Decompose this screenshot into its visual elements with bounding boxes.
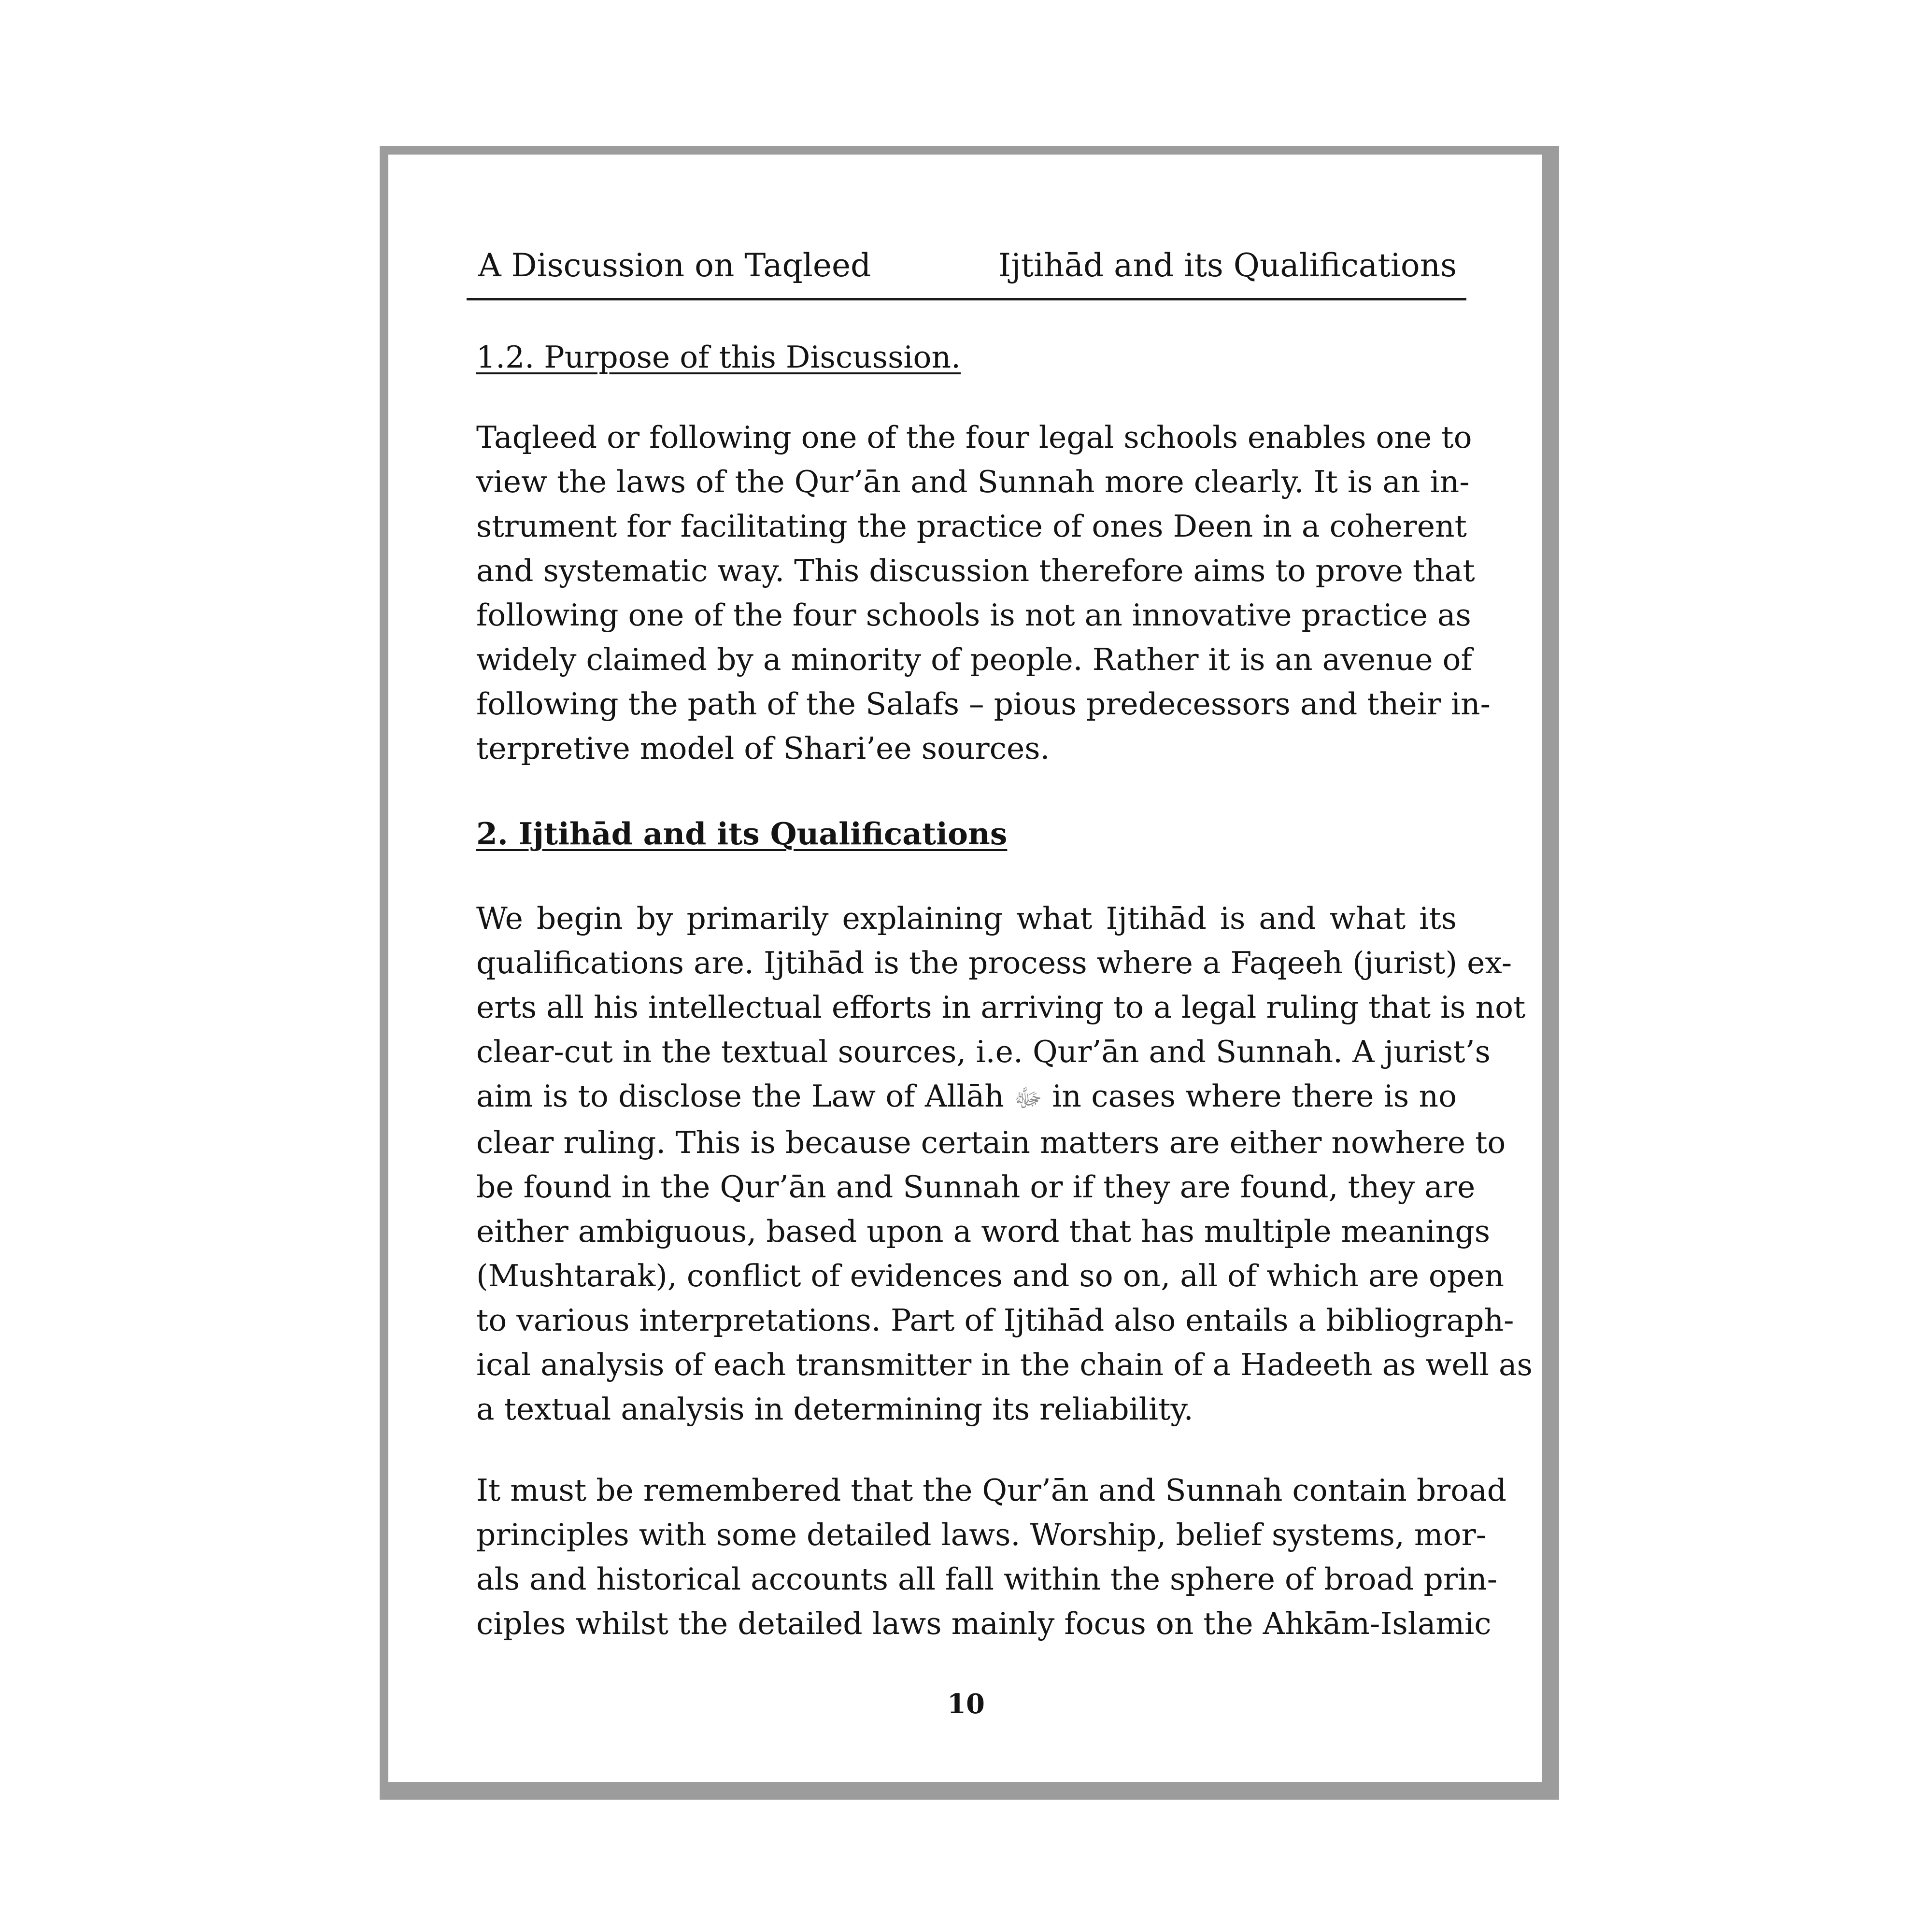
paragraph-line: Taqleed or following one of the four legal schools enables one to bbox=[476, 420, 1472, 455]
line-text-after-mark: in cases where there is no bbox=[1052, 1079, 1457, 1114]
header-book-title: A Discussion on Taqleed bbox=[478, 247, 871, 284]
running-header bbox=[467, 239, 1466, 300]
paragraph-line: and systematic way. This discussion therefore aims to prove that bbox=[476, 553, 1475, 588]
section-heading-purpose: 1.2. Purpose of this Discussion. bbox=[476, 340, 961, 375]
paragraph-line: view the laws of the Qur’ān and Sunnah more clearly. It is an in- bbox=[476, 464, 1470, 499]
paragraph-line: be found in the Qur’ān and Sunnah or if they are found, they are bbox=[476, 1169, 1476, 1205]
paragraph-line: principles with some detailed laws. Worship, belief systems, mor- bbox=[476, 1517, 1486, 1552]
paragraph-line: clear ruling. This is because certain matters are either nowhere to bbox=[476, 1125, 1506, 1160]
paragraph-line: strument for facilitating the practice of ones Deen in a coherent bbox=[476, 509, 1467, 544]
paragraph-line: a textual analysis in determining its reliability. bbox=[476, 1392, 1193, 1427]
page-number: 10 bbox=[947, 1688, 985, 1720]
line-text-before-mark: aim is to disclose the Law of Allāh bbox=[476, 1079, 1004, 1114]
paragraph-broad-principles bbox=[476, 1468, 1507, 1646]
paragraph-line: als and historical accounts all fall within the sphere of broad prin- bbox=[476, 1562, 1497, 1597]
paragraph-line: erts all his intellectual efforts in arriving to a legal ruling that is not bbox=[476, 990, 1526, 1025]
header-chapter-title: Ijtihād and its Qualifications bbox=[998, 247, 1457, 284]
paragraph-line: ciples whilst the detailed laws mainly focus on the Ahkām-Islamic bbox=[476, 1606, 1492, 1641]
paragraph-line: either ambiguous, based upon a word that has multiple meanings bbox=[476, 1214, 1491, 1249]
honorific-glyph-icon: ﷻ bbox=[1014, 1084, 1042, 1113]
paragraph-line: following one of the four schools is not an innovative practice as bbox=[476, 597, 1471, 633]
paragraph-line: It must be remembered that the Qur’ān and Sunnah contain broad bbox=[476, 1473, 1507, 1508]
paragraph-line: clear-cut in the textual sources, i.e. Qur’ān and Sunnah. A jurist’s bbox=[476, 1034, 1491, 1069]
paragraph-line: We begin by primarily explaining what Ijtihād is and what its bbox=[476, 901, 1457, 936]
section-heading-ijtihad: 2. Ijtihād and its Qualifications bbox=[476, 816, 1008, 852]
paragraph-line-with-mark bbox=[476, 1074, 1457, 1121]
paragraph-line: widely claimed by a minority of people. Rather it is an avenue of bbox=[476, 642, 1472, 677]
paragraph-line: to various interpretations. Part of Ijtihād also entails a bibliograph- bbox=[476, 1303, 1514, 1338]
paragraph-purpose bbox=[476, 415, 1491, 771]
paragraph-line: (Mushtarak), conflict of evidences and so on, all of which are open bbox=[476, 1258, 1505, 1293]
paragraph-ijtihad-definition bbox=[476, 896, 1533, 1432]
paragraph-line: terpretive model of Shari’ee sources. bbox=[476, 731, 1050, 766]
paragraph-line: qualifications are. Ijtihād is the process where a Faqeeh (jurist) ex- bbox=[476, 945, 1512, 980]
paragraph-line: following the path of the Salafs – pious predecessors and their in- bbox=[476, 686, 1491, 722]
paragraph-line: ical analysis of each transmitter in the chain of a Hadeeth as well as bbox=[476, 1347, 1533, 1382]
